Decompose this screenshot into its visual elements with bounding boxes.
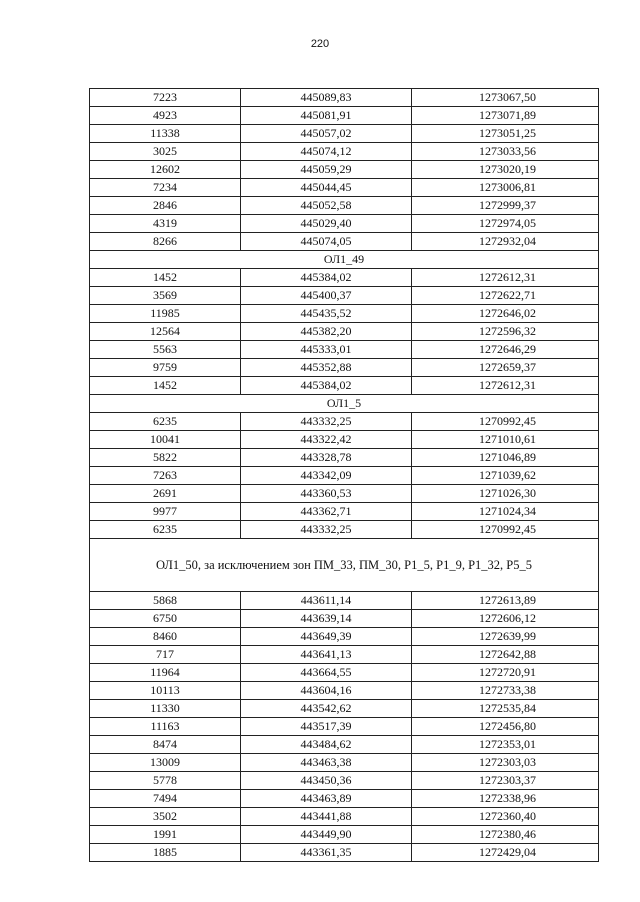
table-row [90, 305, 599, 323]
section-title: ОЛ1_49 [90, 251, 599, 269]
point-id-cell: 6750 [90, 610, 241, 628]
x-coordinate-cell: 445044,45 [241, 179, 412, 197]
y-coordinate-cell: 1272380,46 [412, 826, 599, 844]
point-id-cell: 5778 [90, 772, 241, 790]
x-coordinate-cell: 445352,88 [241, 359, 412, 377]
section-title: ОЛ1_5 [90, 395, 599, 413]
table-row [90, 485, 599, 503]
table-row [90, 107, 599, 125]
point-id-cell: 8474 [90, 736, 241, 754]
section-title: ОЛ1_50, за исключением зон ПМ_33, ПМ_30, Р1_5, Р1_9, Р1_32, Р5_5 [90, 539, 599, 592]
point-id-cell: 3502 [90, 808, 241, 826]
table-row [90, 269, 599, 287]
point-id-cell: 3569 [90, 287, 241, 305]
x-coordinate-cell: 443649,39 [241, 628, 412, 646]
table-row [90, 700, 599, 718]
point-id-cell: 8460 [90, 628, 241, 646]
table-row [90, 610, 599, 628]
point-id-cell: 5563 [90, 341, 241, 359]
table-row [90, 359, 599, 377]
x-coordinate-cell: 445089,83 [241, 89, 412, 107]
point-id-cell: 6235 [90, 413, 241, 431]
point-id-cell: 9759 [90, 359, 241, 377]
point-id-cell: 2691 [90, 485, 241, 503]
x-coordinate-cell: 445382,20 [241, 323, 412, 341]
x-coordinate-cell: 443332,25 [241, 413, 412, 431]
point-id-cell: 11338 [90, 125, 241, 143]
x-coordinate-cell: 443484,62 [241, 736, 412, 754]
table-row [90, 215, 599, 233]
x-coordinate-cell: 445074,05 [241, 233, 412, 251]
y-coordinate-cell: 1272622,71 [412, 287, 599, 305]
x-coordinate-cell: 443322,42 [241, 431, 412, 449]
table-row [90, 736, 599, 754]
y-coordinate-cell: 1272646,02 [412, 305, 599, 323]
x-coordinate-cell: 445052,58 [241, 197, 412, 215]
point-id-cell: 10041 [90, 431, 241, 449]
point-id-cell: 13009 [90, 754, 241, 772]
point-id-cell: 10113 [90, 682, 241, 700]
point-id-cell: 11330 [90, 700, 241, 718]
y-coordinate-cell: 1272612,31 [412, 269, 599, 287]
x-coordinate-cell: 443463,38 [241, 754, 412, 772]
table-row [90, 179, 599, 197]
y-coordinate-cell: 1273051,25 [412, 125, 599, 143]
y-coordinate-cell: 1272606,12 [412, 610, 599, 628]
y-coordinate-cell: 1272303,37 [412, 772, 599, 790]
y-coordinate-cell: 1272353,01 [412, 736, 599, 754]
y-coordinate-cell: 1271026,30 [412, 485, 599, 503]
y-coordinate-cell: 1272360,40 [412, 808, 599, 826]
x-coordinate-cell: 443361,35 [241, 844, 412, 862]
y-coordinate-cell: 1272613,89 [412, 592, 599, 610]
x-coordinate-cell: 445059,29 [241, 161, 412, 179]
page-number: 220 [310, 38, 330, 50]
y-coordinate-cell: 1272535,84 [412, 700, 599, 718]
table-row [90, 628, 599, 646]
x-coordinate-cell: 443449,90 [241, 826, 412, 844]
y-coordinate-cell: 1270992,45 [412, 413, 599, 431]
x-coordinate-cell: 443639,14 [241, 610, 412, 628]
table-row [90, 592, 599, 610]
point-id-cell: 6235 [90, 521, 241, 539]
x-coordinate-cell: 443664,55 [241, 664, 412, 682]
table-row [90, 664, 599, 682]
x-coordinate-cell: 443542,62 [241, 700, 412, 718]
point-id-cell: 11985 [90, 305, 241, 323]
table-row [90, 161, 599, 179]
y-coordinate-cell: 1273067,50 [412, 89, 599, 107]
table-row [90, 143, 599, 161]
y-coordinate-cell: 1272646,29 [412, 341, 599, 359]
x-coordinate-cell: 445057,02 [241, 125, 412, 143]
x-coordinate-cell: 445384,02 [241, 269, 412, 287]
point-id-cell: 2846 [90, 197, 241, 215]
table-row [90, 808, 599, 826]
point-id-cell: 3025 [90, 143, 241, 161]
table-row [90, 754, 599, 772]
y-coordinate-cell: 1273006,81 [412, 179, 599, 197]
y-coordinate-cell: 1272429,04 [412, 844, 599, 862]
coordinates-table-body [90, 89, 599, 862]
table-row [90, 826, 599, 844]
y-coordinate-cell: 1272932,04 [412, 233, 599, 251]
y-coordinate-cell: 1271010,61 [412, 431, 599, 449]
section-header-row [90, 539, 599, 592]
point-id-cell: 5822 [90, 449, 241, 467]
y-coordinate-cell: 1272974,05 [412, 215, 599, 233]
table-row [90, 89, 599, 107]
x-coordinate-cell: 443641,13 [241, 646, 412, 664]
x-coordinate-cell: 443441,88 [241, 808, 412, 826]
y-coordinate-cell: 1273020,19 [412, 161, 599, 179]
y-coordinate-cell: 1272303,03 [412, 754, 599, 772]
y-coordinate-cell: 1272639,99 [412, 628, 599, 646]
x-coordinate-cell: 445400,37 [241, 287, 412, 305]
y-coordinate-cell: 1270992,45 [412, 521, 599, 539]
point-id-cell: 717 [90, 646, 241, 664]
y-coordinate-cell: 1271039,62 [412, 467, 599, 485]
section-header-row [90, 395, 599, 413]
x-coordinate-cell: 445384,02 [241, 377, 412, 395]
point-id-cell: 12602 [90, 161, 241, 179]
table-row [90, 718, 599, 736]
x-coordinate-cell: 443360,53 [241, 485, 412, 503]
x-coordinate-cell: 443342,09 [241, 467, 412, 485]
table-row [90, 772, 599, 790]
y-coordinate-cell: 1271046,89 [412, 449, 599, 467]
table-row [90, 467, 599, 485]
point-id-cell: 7263 [90, 467, 241, 485]
point-id-cell: 4923 [90, 107, 241, 125]
table-row [90, 377, 599, 395]
point-id-cell: 1885 [90, 844, 241, 862]
x-coordinate-cell: 443362,71 [241, 503, 412, 521]
y-coordinate-cell: 1272338,96 [412, 790, 599, 808]
point-id-cell: 1452 [90, 377, 241, 395]
table-row [90, 233, 599, 251]
point-id-cell: 5868 [90, 592, 241, 610]
x-coordinate-cell: 445333,01 [241, 341, 412, 359]
section-header-row [90, 251, 599, 269]
point-id-cell: 1991 [90, 826, 241, 844]
table-row [90, 790, 599, 808]
y-coordinate-cell: 1272596,32 [412, 323, 599, 341]
table-row [90, 646, 599, 664]
table-row [90, 197, 599, 215]
table-row [90, 125, 599, 143]
y-coordinate-cell: 1273071,89 [412, 107, 599, 125]
table-row [90, 503, 599, 521]
y-coordinate-cell: 1272733,38 [412, 682, 599, 700]
y-coordinate-cell: 1272659,37 [412, 359, 599, 377]
y-coordinate-cell: 1272642,88 [412, 646, 599, 664]
table-row [90, 521, 599, 539]
table-row [90, 431, 599, 449]
x-coordinate-cell: 445081,91 [241, 107, 412, 125]
point-id-cell: 9977 [90, 503, 241, 521]
x-coordinate-cell: 445029,40 [241, 215, 412, 233]
y-coordinate-cell: 1271024,34 [412, 503, 599, 521]
x-coordinate-cell: 445074,12 [241, 143, 412, 161]
y-coordinate-cell: 1272612,31 [412, 377, 599, 395]
table-row [90, 844, 599, 862]
point-id-cell: 7494 [90, 790, 241, 808]
x-coordinate-cell: 443328,78 [241, 449, 412, 467]
y-coordinate-cell: 1272999,37 [412, 197, 599, 215]
x-coordinate-cell: 443611,14 [241, 592, 412, 610]
table-row [90, 323, 599, 341]
x-coordinate-cell: 443604,16 [241, 682, 412, 700]
x-coordinate-cell: 443463,89 [241, 790, 412, 808]
x-coordinate-cell: 443450,36 [241, 772, 412, 790]
table-row [90, 287, 599, 305]
x-coordinate-cell: 443332,25 [241, 521, 412, 539]
point-id-cell: 8266 [90, 233, 241, 251]
x-coordinate-cell: 443517,39 [241, 718, 412, 736]
table-row [90, 682, 599, 700]
x-coordinate-cell: 445435,52 [241, 305, 412, 323]
table-row [90, 341, 599, 359]
y-coordinate-cell: 1273033,56 [412, 143, 599, 161]
point-id-cell: 7234 [90, 179, 241, 197]
coordinates-table [89, 88, 599, 862]
point-id-cell: 7223 [90, 89, 241, 107]
point-id-cell: 1452 [90, 269, 241, 287]
point-id-cell: 12564 [90, 323, 241, 341]
point-id-cell: 4319 [90, 215, 241, 233]
y-coordinate-cell: 1272456,80 [412, 718, 599, 736]
y-coordinate-cell: 1272720,91 [412, 664, 599, 682]
table-row [90, 413, 599, 431]
table-row [90, 449, 599, 467]
point-id-cell: 11163 [90, 718, 241, 736]
point-id-cell: 11964 [90, 664, 241, 682]
